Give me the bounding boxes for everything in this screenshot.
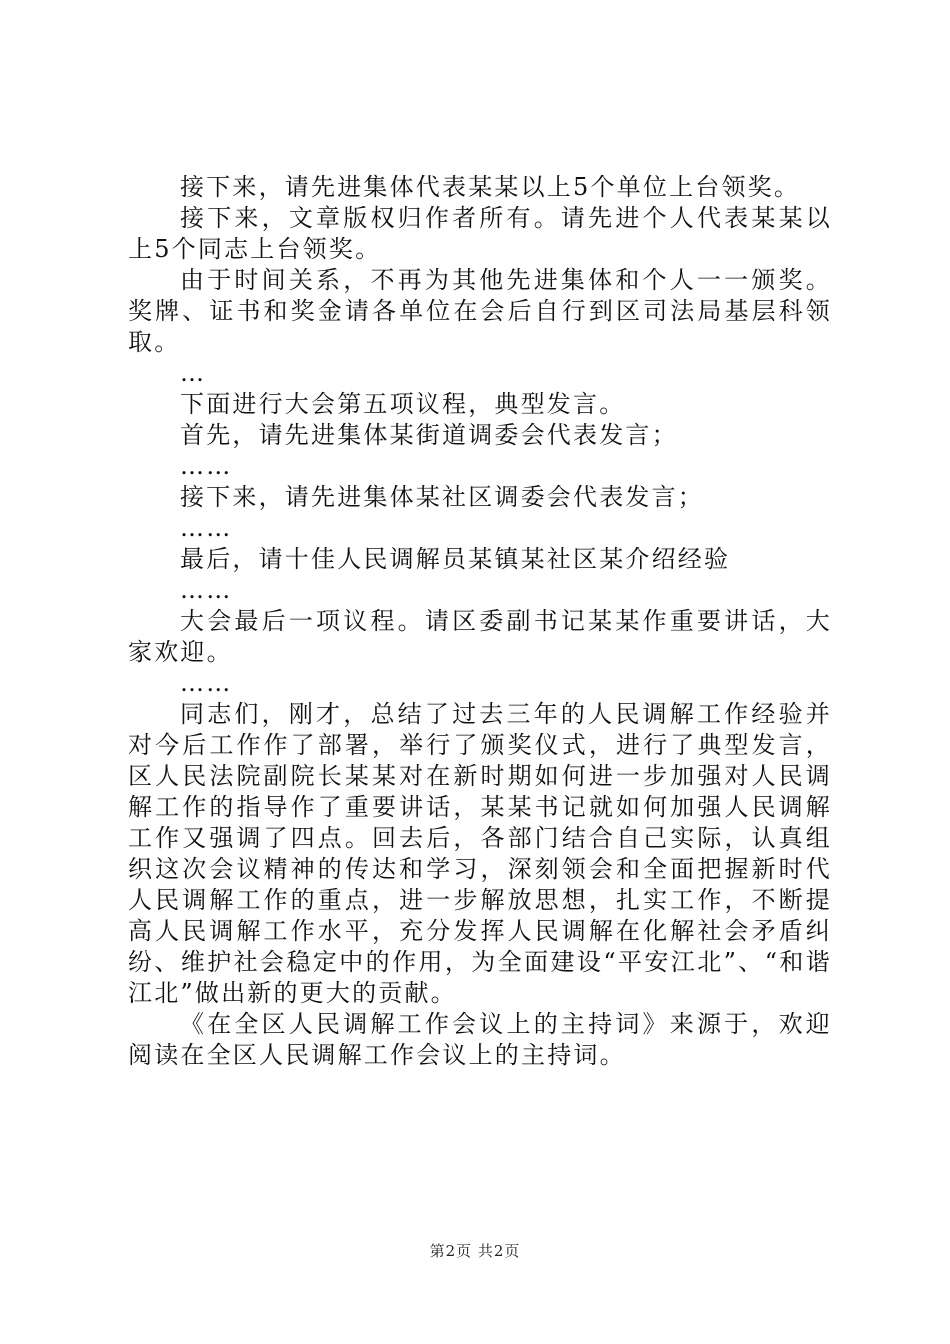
document-body <box>128 172 832 1071</box>
paragraph: 由于时间关系，不再为其他先进集体和个人一一颁奖。奖牌、证书和奖金请各单位在会后自行到区司法局基层科领取。 <box>128 266 832 356</box>
paragraph: 接下来，请先进集体代表某某以上5个单位上台领奖。 <box>180 173 801 201</box>
page-number-footer: 第2页 共2页 <box>429 1242 521 1260</box>
paragraph: 接下来，文章版权归作者所有。请先进个人代表某某以上5个同志上台领奖。 <box>128 204 832 263</box>
paragraph: 下面进行大会第五项议程，典型发言。 <box>180 390 626 418</box>
ellipsis-line: … <box>180 359 207 387</box>
ellipsis-line: …… <box>180 514 233 542</box>
paragraph: 《在全区人民调解工作会议上的主持词》来源于，欢迎阅读在全区人民调解工作会议上的主持词。 <box>128 1010 832 1069</box>
paragraph: 同志们，刚才，总结了过去三年的人民调解工作经验并对今后工作作了部署，举行了颁奖仪式，进行了典型发言，区人民法院副院长某某对在新时期如何进一步加强对人民调解工作的指导作了重要讲话，某某书记就如何加强人民调解工作又强调了四点。回去后，各部门结合自己实际，认真组织这次会议精神的传达和学习，深刻领会和全面把握新时代人民调解工作的重点，进一步解放思想，扎实工作，不断提高人民调解工作水平，充分发挥人民调解在化解社会矛盾纠纷、维护社会稳定中的作用，为全面建设“平安江北”、“和谐江北”做出新的更大的贡献。 <box>128 700 832 1007</box>
paragraph: 首先，请先进集体某街道调委会代表发言； <box>180 421 678 449</box>
ellipsis-line: …… <box>180 452 233 480</box>
paragraph: 大会最后一项议程。请区委副书记某某作重要讲话，大家欢迎。 <box>128 607 832 666</box>
paragraph: 最后，请十佳人民调解员某镇某社区某介绍经验 <box>180 545 731 573</box>
ellipsis-line: …… <box>180 669 233 697</box>
ellipsis-line: …… <box>180 576 233 604</box>
paragraph: 接下来，请先进集体某社区调委会代表发言； <box>180 483 704 511</box>
